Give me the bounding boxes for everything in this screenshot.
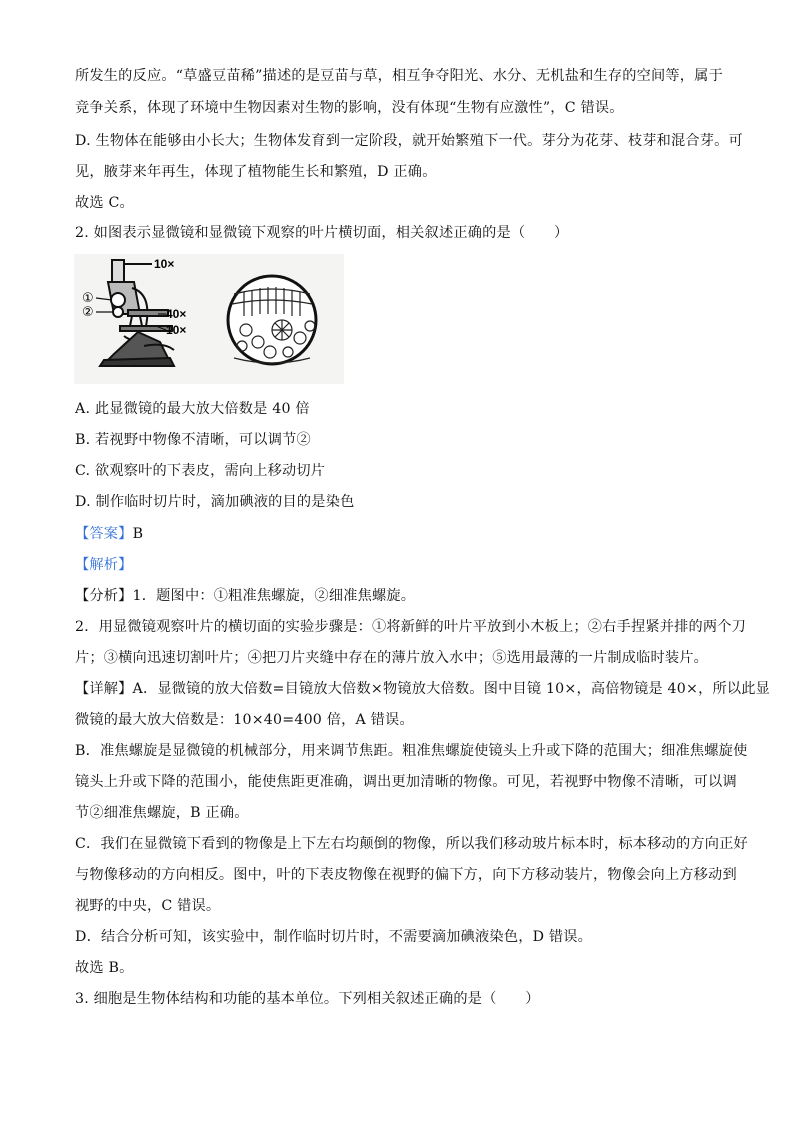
answer-value: B [132,526,144,542]
eyepiece-label: 10× [154,257,175,271]
answer-tag: 【答案】 [75,526,133,542]
text-line: 【分析】1．题图中：①粗准焦螺旋，②细准焦螺旋。 [75,588,416,604]
text-line: 故选 B。 [75,960,134,976]
option-a: A. 此显微镜的最大放大倍数是 40 倍 [75,401,310,417]
text-line: B．准焦螺旋是显微镜的机械部分，用来调节焦距。粗准焦螺旋使镜头上升或下降的范围大；细准焦螺旋使 [75,743,748,759]
text-line: 故选 C。 [75,195,134,211]
text-line: 【详解】A．显微镜的放大倍数=目镜放大倍数×物镜放大倍数。图中目镜 10×，高倍物镜是 40×，所以此显 [75,681,771,697]
objective-low-label: 10× [166,323,187,337]
microscope-figure [74,254,344,384]
option-b: B. 若视野中物像不清晰，可以调节② [75,432,311,448]
question-3: 3. 细胞是生物体结构和功能的基本单位。下列相关叙述正确的是（ ） [75,991,540,1007]
text-line: 竞争关系，体现了环境中生物因素对生物的影响，没有体现“生物有应激性”，C 错误。 [75,100,624,116]
text-line: 所发生的反应。“草盛豆苗稀”描述的是豆苗与草，相互争夺阳光、水分、无机盐和生存的空间等，属于 [75,68,723,84]
text-line: 视野的中央，C 错误。 [75,898,221,914]
analysis-tag: 【解析】 [75,557,133,573]
text-line: C．我们在显微镜下看到的物像是上下左右均颠倒的物像，所以我们移动玻片标本时，标本移动的方向正好 [75,836,748,852]
text-line: D. 生物体在能够由小长大；生物体发育到一定阶段，就开始繁殖下一代。芽分为花芽、枝芽和混合芽。可 [75,133,743,149]
knob-2-label: ② [82,305,94,320]
text-line: D．结合分析可知，该实验中，制作临时切片时，不需要滴加碘液染色，D 错误。 [75,929,593,945]
text-line: 节②细准焦螺旋，B 正确。 [75,805,249,821]
text-line: 与物像移动的方向相反。图中，叶的下表皮物像在视野的偏下方，向下方移动装片，物像会向上方移动到 [75,867,737,883]
objective-high-label: 40× [166,307,187,321]
option-d: D. 制作临时切片时，滴加碘液的目的是染色 [75,494,355,510]
question-2: 2. 如图表示显微镜和显微镜下观察的叶片横切面，相关叙述正确的是（ ） [75,225,569,241]
text-line: 片；③横向迅速切割叶片；④把刀片夹缝中存在的薄片放入水中；⑤选用最薄的一片制成临时装片。 [75,650,709,666]
text-line: 2．用显微镜观察叶片的横切面的实验步骤是：①将新鲜的叶片平放到小木板上；②右手捏紧并排的两个刀 [75,619,747,635]
text-line: 微镜的最大放大倍数是：10×40=400 倍，A 错误。 [75,712,414,728]
answer-line [75,524,143,544]
leaf-cross-section-view [228,276,316,364]
option-c: C. 欲观察叶的下表皮，需向上移动切片 [75,463,326,479]
text-line: 见，腋芽来年再生，体现了植物能生长和繁殖，D 正确。 [75,164,437,180]
text-line: 镜头上升或下降的范围小，能使焦距更准确，调出更加清晰的物像。可见，若视野中物像不清晰，可以调 [75,774,737,790]
knob-1-label: ① [82,291,94,306]
